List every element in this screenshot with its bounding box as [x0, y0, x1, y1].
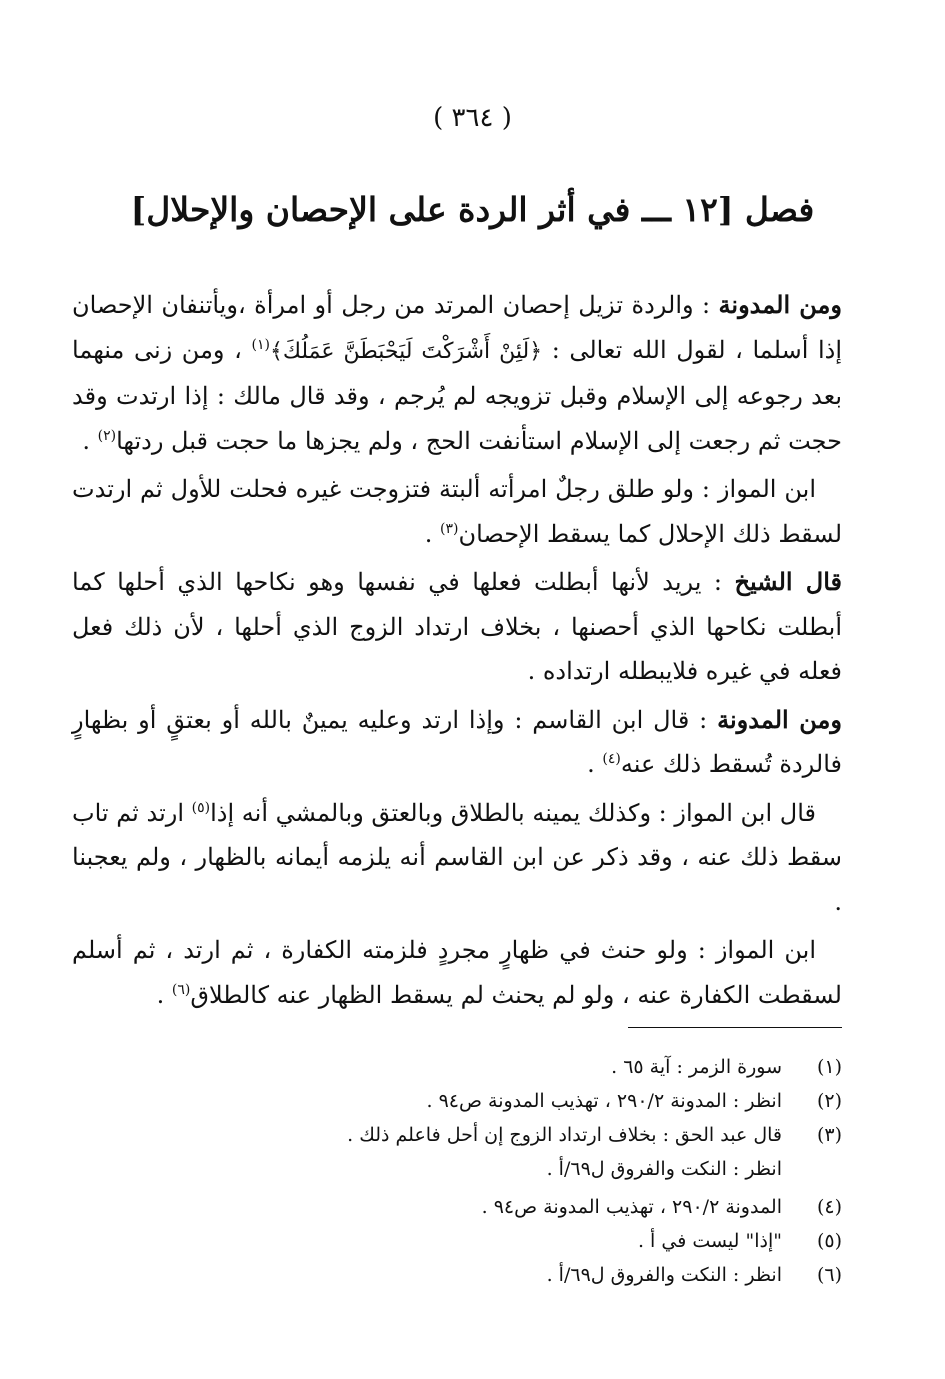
footnote-number: (٣) [816, 1124, 842, 1146]
paragraph-5 [72, 791, 842, 925]
paragraph-2 [72, 467, 842, 556]
chapter-title: فصل [١٢ ـــ في أثر الردة على الإحصان والإحلال] [130, 190, 815, 229]
footnote-text: انظر : المدونة ٢٩٠/٢ ، تهذيب المدونة ص٩٤ . [426, 1090, 782, 1112]
main-text [72, 283, 842, 1021]
footnote-2 [72, 1084, 842, 1118]
footnote-1 [72, 1050, 842, 1084]
footnotes [72, 1050, 842, 1292]
paragraph-text: : يريد لأنها أبطلت فعلها في نفسها وهو نكاحها الذي أحلها كما أبطلت نكاحها الذي أحصنها ، بخلاف ارتداد الزوج الذي أحلها ، لأن ذلك فعل فعله في غيره فلايبطله ارتداده . [72, 568, 842, 685]
footnote-divider [628, 1027, 842, 1028]
paragraph-lead: ومن المدونة [717, 704, 842, 734]
footnote-number: (٥) [816, 1230, 842, 1252]
footnote-ref[interactable]: (٢) [97, 427, 117, 444]
paragraph-text: ابن المواز : ولو طلق رجلٌ امرأته ألبتة فتزوجت غيره فحلت للأول ثم ارتدت لسقط ذلك الإحلال كما يسقط الإحصان [72, 475, 842, 548]
quran-verse: ﴿لَئِنْ أَشْرَكْتَ لَيَحْبَطَنَّ عَمَلُكَ﴾ [269, 338, 543, 364]
footnote-number: (٢) [816, 1090, 842, 1112]
footnote-ref[interactable]: (٥) [191, 799, 211, 816]
paragraph-lead: قال الشيخ [734, 567, 843, 596]
footnote-4 [72, 1190, 842, 1224]
paragraph-1 [72, 283, 842, 463]
paragraph-end: . [156, 980, 172, 1009]
paragraph-text: ارتد ثم تاب سقط ذلك عنه ، وقد ذكر عن ابن القاسم أنه يلزمه أيمانه بالظهار ، ولم يعجبنا . [71, 798, 842, 916]
paragraph-6 [72, 928, 842, 1017]
page-number: ( ٣٦٤ ) [433, 103, 512, 133]
footnote-ref[interactable]: (٣) [440, 520, 459, 537]
paragraph-4 [72, 698, 842, 787]
footnote-text: قال عبد الحق : بخلاف ارتداد الزوج إن أحل فاعلم ذلك . [347, 1124, 782, 1146]
paragraph-3 [72, 560, 842, 694]
footnote-ref[interactable]: (٦) [171, 981, 191, 998]
footnote-number: (٤) [816, 1196, 842, 1218]
paragraph-text: : قال ابن القاسم : وإذا ارتد وعليه يمينٌ بالله أو بعتقٍ أو بظهارٍ فالردة تُسقط ذلك عنه [72, 705, 842, 778]
footnote-ref[interactable]: (٤) [602, 751, 621, 767]
paragraph-text: ابن المواز : ولو حنث في ظهارٍ مجردٍ فلزمته الكفارة ، ثم ارتد ، ثم أسلم لسقطت الكفارة عنه ، ولو لم يحنث لم يسقط الظهار عنه كالطلاق [72, 936, 842, 1009]
footnote-6 [72, 1258, 842, 1292]
paragraph-lead: ومن المدونة [718, 290, 842, 319]
paragraph-text: : والردة تزيل إحصان المرتد من رجل أو امرأة ،ويأتنفان الإحصان إذا أسلما ، لقول الله تعالى : [72, 291, 842, 364]
footnote-ref[interactable]: (١) [251, 336, 270, 353]
footnote-5 [72, 1224, 842, 1258]
footnote-text: المدونة ٢٩٠/٢ ، تهذيب المدونة ص٩٤ . [481, 1196, 782, 1218]
paragraph-text: قال ابن المواز : وكذلك يمينه بالطلاق وبالعتق وبالمشي أنه إذا [210, 798, 816, 827]
footnote-number: (٦) [816, 1264, 842, 1286]
footnote-3-continuation: انظر : النكت والفروق ل٦٩/أ . [546, 1158, 782, 1180]
paragraph-end: . [424, 519, 440, 548]
paragraph-end: . [587, 750, 603, 778]
footnote-3 [72, 1118, 842, 1152]
footnote-number: (١) [816, 1056, 842, 1078]
paragraph-end: . [82, 426, 98, 455]
footnote-text: "إذا" ليست في أ . [637, 1230, 782, 1252]
footnote-text: سورة الزمر : آية ٦٥ . [611, 1056, 782, 1078]
footnote-text: انظر : النكت والفروق ل٦٩/أ . [546, 1264, 782, 1286]
paragraph-text: ، ومن زنى منهما بعد رجوعه إلى الإسلام وقبل تزويجه لم يُرجم ، وقد قال مالك : إذا ارتدت وقد حجت ثم رجعت إلى الإسلام استأنفت الحج ، ولم يجزها ما حجت قبل ردتها [72, 335, 842, 455]
